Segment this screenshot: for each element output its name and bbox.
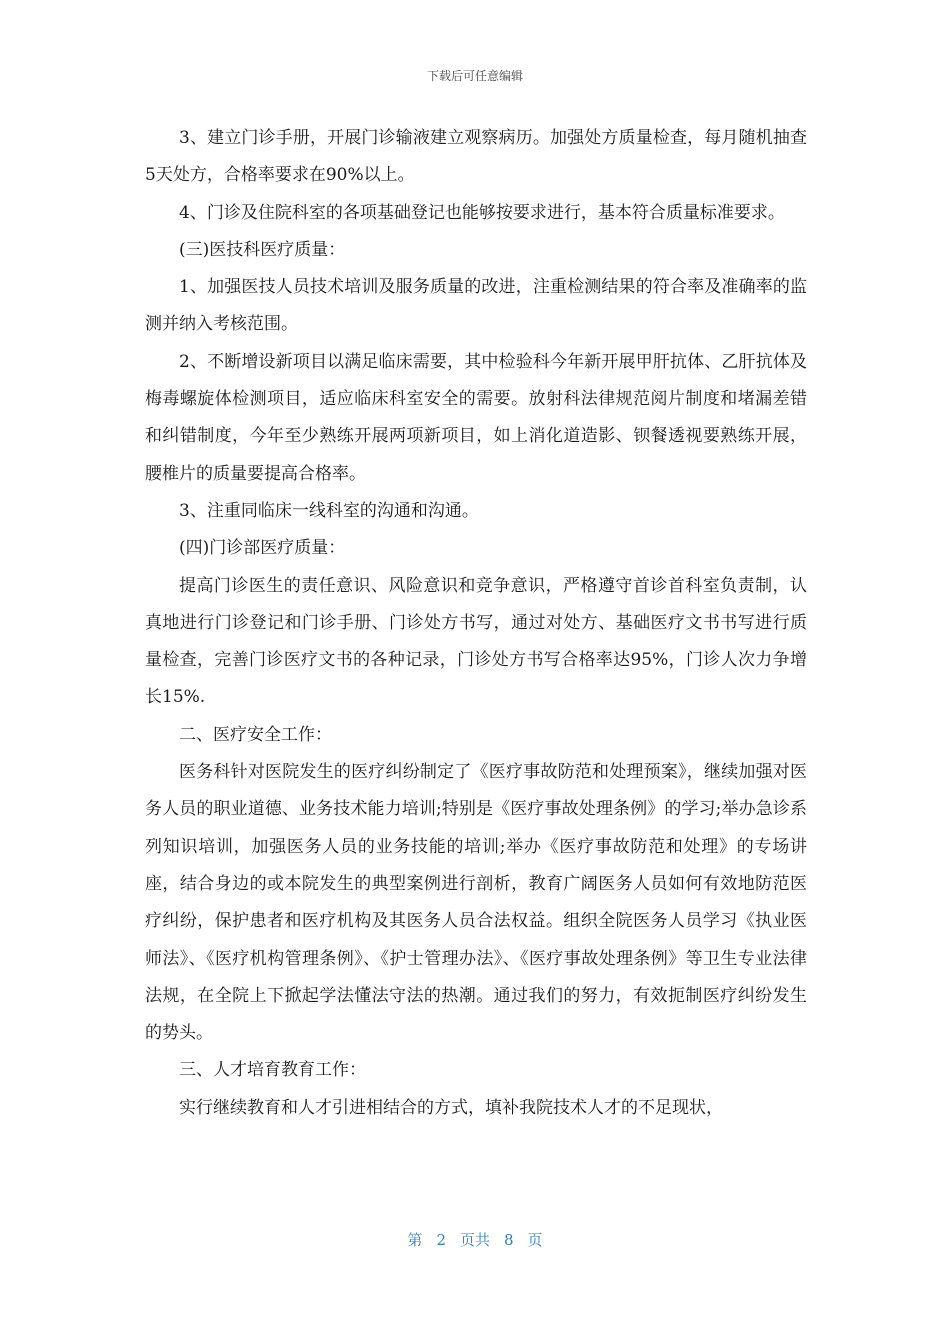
paragraph: 医务科针对医院发生的医疗纠纷制定了《医疗事故防范和处理预案》，继续加强对医务人员的职业道德、业务技术能力培训;特别是《医疗事故处理条例》的学习;举办急诊系列知识培训，加强医务人员的业务技能的培训;举办《医疗事故防范和处理》的专场讲座，结合身边的或本院发生的典型案例进行剖析，教育广阔医务人员如何有效地防范医疗纠纷，保护患者和医疗机构及其医务人员合法权益。组织全院医务人员学习《执业医师法》、《医疗机构管理条例》、《护士管理办法》、《医疗事故处理条例》等卫生专业法律法规，在全院上下掀起学法懂法守法的热潮。通过我们的努力，有效扼制医疗纠纷发生的势头。	[145, 762, 807, 1044]
page-footer	[0, 1229, 950, 1250]
paragraph: 3、建立门诊手册，开展门诊输液建立观察病历。加强处方质量检查，每月随机抽查5天处方，合格率要求在90%以上。	[145, 128, 807, 186]
footer-page-number: 2	[436, 1231, 446, 1249]
paragraph: 提高门诊医生的责任意识、风险意识和竞争意识，严格遵守首诊首科室负责制，认真地进行门诊登记和门诊手册、门诊处方书写，通过对处方、基础医疗文书书写进行质量检查，完善门诊医疗文书的各种记录，门诊处方书写合格率达95%，门诊人次力争增长15%.	[145, 575, 807, 708]
section-heading: (四)门诊部医疗质量：	[179, 538, 346, 559]
paragraph: 实行继续教育和人才引进相结合的方式，填补我院技术人才的不足现状，	[179, 1097, 723, 1118]
section-heading: (三)医技科医疗质量：	[179, 239, 346, 260]
paragraph: 1、加强医技人员技术培训及服务质量的改进，注重检测结果的符合率及准确率的监测并纳入考核范围。	[145, 277, 807, 335]
document-body	[145, 120, 807, 1127]
page-header: 下载后可任意编辑	[426, 69, 523, 83]
paragraph: 2、不断增设新项目以满足临床需要，其中检验科今年新开展甲肝抗体、乙肝抗体及梅毒螺旋体检测项目，适应临床科室安全的需要。放射科法律规范阅片制度和堵漏差错和纠错制度，今年至少熟练开展两项新项目，如上消化道造影、钡餐透视要熟练开展，腰椎片的质量要提高合格率。	[145, 351, 807, 484]
paragraph: 4、门诊及住院科室的各项基础登记也能够按要求进行，基本符合质量标准要求。	[179, 202, 785, 223]
footer-total-pages: 8	[504, 1231, 514, 1249]
footer-page-suffix: 页	[527, 1231, 543, 1249]
section-heading: 二、医疗安全工作：	[179, 724, 332, 745]
paragraph: 3、注重同临床一线科室的沟通和沟通。	[179, 500, 479, 521]
footer-page-of: 页共	[459, 1231, 490, 1249]
footer-page-word: 第	[407, 1231, 423, 1249]
section-heading: 三、人才培育教育工作：	[179, 1060, 366, 1081]
